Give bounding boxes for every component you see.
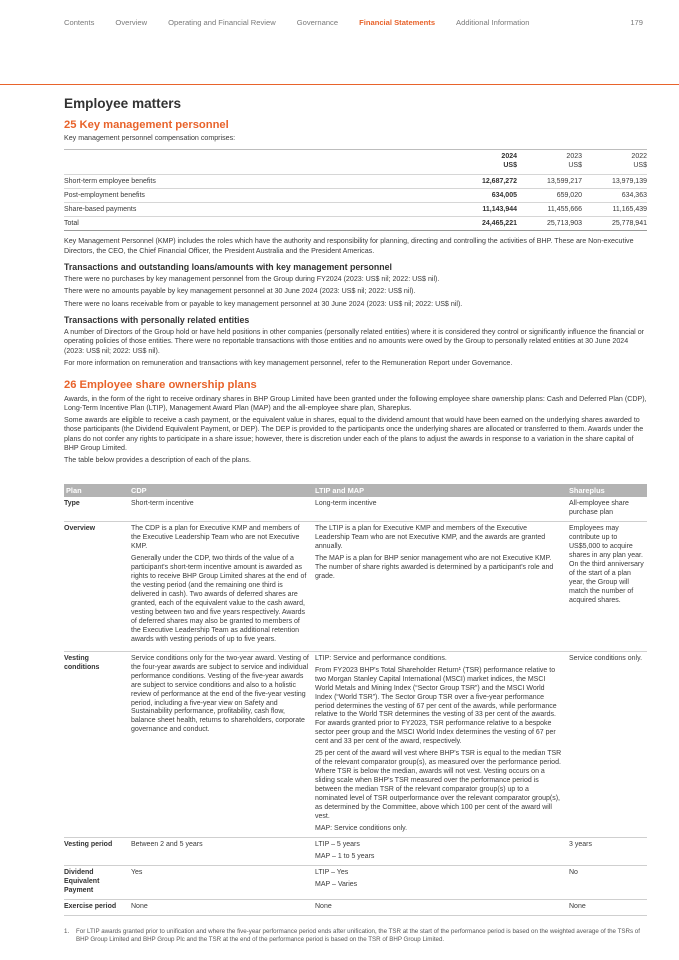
row-label: Short-term employee benefits <box>64 174 449 188</box>
cdp-cell: Yes <box>128 865 312 899</box>
ltip-overview-text: The LTIP is a plan for Executive KMP and members of the Executive Leadership Team who are not Executive KMP, and the awards are granted annually. <box>315 525 546 551</box>
ltip-vesting-text: 25 per cent of the award will vest where BHP's TSR is equal to the median TSR of the relevant comparator group(s), as measured over the performance period. Where TSR is below the median, awards will not vest. Vesting occurs on a sliding scale when BHP's TSR measured over the performance period is between the median TSR of the relevant comparator group(s) up to a nominated level of TSR outperformance over the relevant comparator group(s), as determined by the Committee, above which 100 per cent of the award will vest. <box>315 750 562 820</box>
footnote-text: For LTIP awards granted prior to unification and where the five-year performance period ends after unification, the TSR at the start of the performance period is based on the weighted average of the TSRs of BHP Group Limited and BHP Group Plc and the TSR at the end of the performance period is based on the TSR of BHP Group Limited. <box>76 928 640 944</box>
ltip-cell <box>312 865 566 899</box>
cdp-overview-text: The CDP is a plan for Executive KMP and members of the Executive Leadership Team who are not Executive KMP. <box>131 525 300 551</box>
nav-additional-information[interactable]: Additional Information <box>456 18 530 28</box>
column-header <box>517 150 582 175</box>
transactions-line: There were no purchases by key management personnel from the Group during FY2024 (2023: US$ nil; 2022: US$ nil). <box>64 275 440 284</box>
column-unit: US$ <box>568 162 582 170</box>
ltip-cell: Long-term incentive <box>312 497 566 521</box>
column-year: 2022 <box>631 153 647 161</box>
kmp-compensation-table <box>64 149 647 231</box>
footnote <box>64 928 647 944</box>
shareplus-cell: Service conditions only. <box>566 651 647 837</box>
cdp-overview-text: Generally under the CDP, two thirds of the value of a participant's short-term incentive amount is awarded as rights to receive BHP Group Limited shares at the end of the vesting period (and the remaining one third is delivered in cash). Two awards of deferred shares are granted, each of the equivalent value to the cash award, vesting between two and five years respectively. Awards of deferred shares may also be granted to members of the Executive Leadership Team as additional retention awards with vesting periods of up to five years. <box>131 555 307 643</box>
ltip-cell <box>312 837 566 865</box>
cell-2024: 24,465,221 <box>449 217 517 231</box>
cell-2022: 13,979,139 <box>582 174 647 188</box>
cell-2024: 634,005 <box>449 189 517 203</box>
table-row <box>64 203 647 217</box>
cell-2022: 11,165,439 <box>582 203 647 217</box>
nav-overview[interactable]: Overview <box>115 18 148 28</box>
column-unit: US$ <box>633 162 647 170</box>
ltip-cell <box>312 522 566 651</box>
related-entities-heading: Transactions with personally related entities <box>64 314 250 325</box>
ltip-vesting-text: LTIP: Service and performance conditions. <box>315 654 447 662</box>
esop-paragraph: The table below provides a description of each of the plans. <box>64 456 251 465</box>
map-period-text: MAP – 1 to 5 years <box>315 852 375 860</box>
related-entities-text: For more information on remuneration and transactions with key management personnel, refer to the Remuneration Report under Governance. <box>64 358 513 367</box>
esop-paragraph: Some awards are eligible to receive a cash payment, or the equivalent value in shares, equal to the dividend amount that would have been earned on the underlying shares awarded to those participants (the Dividend Equivalent Payment, or DEP). The DEP is provided to the participants once the underlying shares are allocated or transferred to them. Awards under the plans do not confer any rights to participate in a share issue; however, there is discretion under each of the plans to adjust the awards in response to a variation in the share capital of BHP Group Limited. <box>64 416 644 452</box>
transactions-heading: Transactions and outstanding loans/amounts with key management personnel <box>64 261 392 272</box>
ltip-overview-text: The MAP is a plan for BHP senior management who are not Executive KMP. The number of share rights awarded is determined by a participant's role and grade. <box>315 555 554 581</box>
row-dividend-equivalent <box>64 865 647 899</box>
ltip-vesting-text: From FY2023 BHP's Total Shareholder Return¹ (TSR) performance relative to two Morgan Stanley Capital International (MSCI) market indices, the MSCI World Metals and Mining Index (“Sector Group TSR”) and the MSCI World Index (“World TSR”). The Sector Group TSR over a five-year performance period determines the vesting of 67 per cent of the awards, while performance relative to the World TSR determines the vesting of 33 per cent of the awards. For awards granted prior to FY2023, TSR performance relative to a bespoke sector peer group and the MSCI World Index determines the vesting of 67 per cent and 33 per cent of the award, respectively. <box>315 666 557 746</box>
shareplus-cell: Employees may contribute up to US$5,000 to acquire shares in any plan year. On the third anniversary of the start of a plan year, the Group will match the number of acquired shares. <box>566 522 647 651</box>
row-label: Type <box>64 497 128 521</box>
kmp-heading: 25 Key management personnel <box>64 118 229 131</box>
cell-2022: 25,778,941 <box>582 217 647 231</box>
column-unit: US$ <box>503 162 517 170</box>
nav-contents[interactable]: Contents <box>64 18 95 28</box>
shareplus-cell: None <box>566 899 647 915</box>
ltip-cell <box>312 651 566 837</box>
table-row <box>64 189 647 203</box>
kmp-description: Key Management Personnel (KMP) includes the roles which have the authority and responsibility for planning, directing and controlling the activities of BHP. These are Non-executive Directors, the CEO, the Chief Financial Officer, the President Australia and the President Americas. <box>64 237 634 255</box>
map-dividend-text: MAP – Varies <box>315 880 358 888</box>
esop-heading: 26 Employee share ownership plans <box>64 379 257 392</box>
row-exercise-period <box>64 899 647 915</box>
header-shareplus: Shareplus <box>566 484 647 497</box>
page-number: 179 <box>630 18 643 28</box>
header-divider <box>0 84 679 85</box>
transactions-line: There were no amounts payable by key management personnel at 30 June 2024 (2023: US$ nil; 2022: US$ nil). <box>64 287 416 296</box>
row-label: Post-employment benefits <box>64 189 449 203</box>
cdp-cell: Service conditions only for the two-year award. Vesting of the four-year awards are subject to service and individual performance conditions. Vesting of the five-year awards are subject to service conditions and also to a holistic review of performance at the end of the five-year vesting period, including a five-year view on Safety and Sustainability performance, profitability, cash flow, balance sheet health, returns to shareholders, corporate governance and conduct. <box>128 651 312 837</box>
row-label: Vesting period <box>64 837 128 865</box>
nav-operating-review[interactable]: Operating and Financial Review <box>168 18 276 28</box>
row-label: Overview <box>64 522 128 651</box>
shareplus-cell: 3 years <box>566 837 647 865</box>
row-label: Share-based payments <box>64 203 449 217</box>
column-header <box>582 150 647 175</box>
cdp-cell <box>128 522 312 651</box>
column-header <box>449 150 517 175</box>
header-plan: Plan <box>64 484 128 497</box>
ltip-vesting-text: MAP: Service conditions only. <box>315 824 408 832</box>
top-navigation <box>64 17 643 29</box>
ltip-period-text: LTIP – 5 years <box>315 840 360 848</box>
esop-paragraph: Awards, in the form of the right to receive ordinary shares in BHP Group Limited have been granted under the following employee share ownership plans: Cash and Deferred Plan (CDP), Long-Term Incentive Plan (LTIP), Management Award Plan (MAP) and the all-employee share plan, Shareplus. <box>64 394 647 412</box>
row-label: Total <box>64 217 449 231</box>
cdp-cell: None <box>128 899 312 915</box>
shareplus-cell: No <box>566 865 647 899</box>
column-year: 2024 <box>501 153 517 161</box>
cdp-cell: Short-term incentive <box>128 497 312 521</box>
nav-financial-statements[interactable]: Financial Statements <box>359 18 436 28</box>
cell-2024: 12,687,272 <box>449 174 517 188</box>
ltip-dividend-text: LTIP – Yes <box>315 868 349 876</box>
section-title: Employee matters <box>64 96 182 111</box>
table-header-blank <box>64 150 449 175</box>
total-row <box>64 217 647 231</box>
row-vesting-period <box>64 837 647 865</box>
transactions-line: There were no loans receivable from or payable to key management personnel at 30 June 2024 (2023: US$ nil; 2022: US$ nil). <box>64 299 463 308</box>
row-label: Exercise period <box>64 899 128 915</box>
ltip-cell: None <box>312 899 566 915</box>
plans-table <box>64 484 647 916</box>
column-year: 2023 <box>566 153 582 161</box>
cell-2023: 25,713,903 <box>517 217 582 231</box>
cell-2023: 659,020 <box>517 189 582 203</box>
row-type <box>64 497 647 521</box>
kmp-intro: Key management personnel compensation comprises: <box>64 134 236 143</box>
main-content <box>64 95 647 468</box>
cell-2023: 11,455,666 <box>517 203 582 217</box>
header-ltip-map: LTIP and MAP <box>312 484 566 497</box>
related-entities-text: A number of Directors of the Group hold or have held positions in other companies (personally related entities) where it is considered they control or significantly influence the financial or operating policies of those entities. There were no reportable transactions with those entities and no amounts were owed by the Group to personally related entities at 30 June 2024 (2023: US$ nil; 2022: US$ nil). <box>64 328 645 355</box>
row-label: Dividend Equivalent Payment <box>64 865 128 899</box>
shareplus-cell: All-employee share purchase plan <box>566 497 647 521</box>
cell-2022: 634,363 <box>582 189 647 203</box>
row-vesting-conditions <box>64 651 647 837</box>
cell-2024: 11,143,944 <box>449 203 517 217</box>
cdp-cell: Between 2 and 5 years <box>128 837 312 865</box>
cell-2023: 13,599,217 <box>517 174 582 188</box>
header-cdp: CDP <box>128 484 312 497</box>
table-row <box>64 174 647 188</box>
nav-governance[interactable]: Governance <box>296 18 339 28</box>
footnote-number: 1. <box>64 928 70 935</box>
row-overview <box>64 522 647 651</box>
row-label: Vesting conditions <box>64 651 128 837</box>
